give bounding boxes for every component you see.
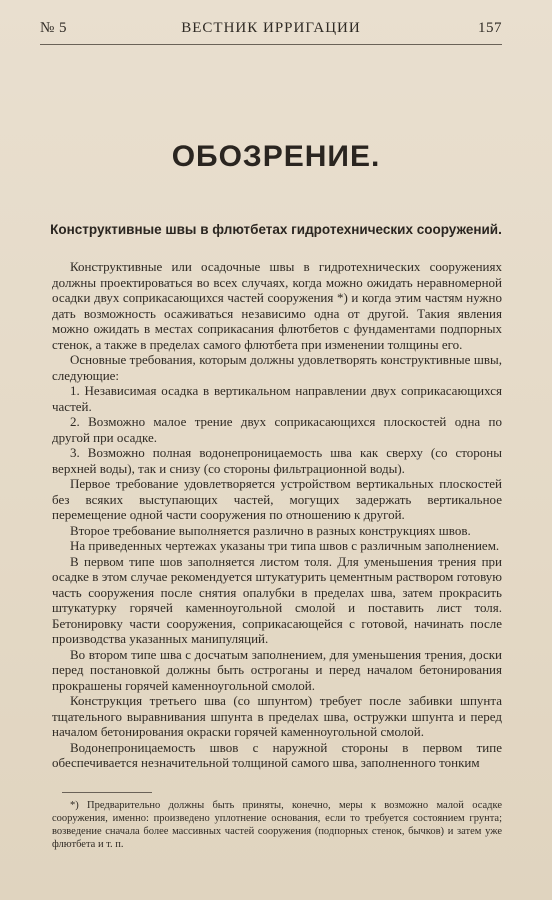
paragraph: Во втором типе шва с досчатым заполнением, для уменьшения трения, доски перед постановкой должны быть остроганы и перед началом бетонирования прокрашены горячей каменноугольной смолой.: [52, 646, 502, 693]
paragraph: В первом типе шов заполняется листом толя. Для уменьшения трения при осадке в этом случае рекомендуется штукатурить цементным раствором готовую часть сооружения после снятия опалубки в пределах шва, затем прокрасить штукатурку горячей каменноугольной смолой и поставить лист толя. Бетонировку части сооружения, соприкасающейся с готовой, начинать после производства указанных манипуляций.: [52, 553, 502, 646]
issue-number: № 5: [40, 20, 68, 36]
footnote-text: *) Предварительно должны быть приняты, конечно, меры к возможно малой осадке сооружения, именно: произведено уплотнение основания, если то требуется состоянием грунта; возведение сначала более массивных частей сооружения (подпорных стенок, бычков) и затем уже флютбета и т. п.: [52, 800, 502, 850]
paragraph: Конструктивные или осадочные швы в гидротехнических сооружениях должны проектироваться во всех случаях, когда можно ожидать неравномерной осадки двух соприкасающихся частей сооружения *) и когда этим частям нужно дать возможность осаживаться независимо одна от другой. Такия явления можно ожидать в местах соприкасания флютбетов с фундаментами подпорных стенок, а также в пределах самого флютбета при изменении толщины его.: [52, 259, 502, 352]
paragraph: На приведенных чертежах указаны три типа швов с различным заполнением.: [70, 538, 500, 553]
page-number: 157: [478, 20, 502, 36]
header-rule: [40, 44, 502, 45]
journal-title: ВЕСТНИК ИРРИГАЦИИ: [181, 20, 361, 36]
paragraph: Конструкция третьего шва (со шпунтом) требует после забивки шпунта тщательного выравнивания шпунта в пределах шва, остружки шпунта и перед началом бетонирования окраски горячей каменноугольной смолой.: [52, 693, 502, 739]
article-body: [52, 259, 502, 771]
article-title: Конструктивные швы в флютбетах гидротехнических сооружений.: [50, 222, 502, 237]
footnote: [52, 799, 502, 851]
running-header: [40, 20, 502, 42]
paragraph: Второе требование выполняется различно в разных конструкциях швов.: [70, 522, 471, 538]
footnote-rule: [62, 792, 152, 793]
paragraph: Первое требование удовлетворяется устройством вертикальных плоскостей без всяких выступающих частей, могущих задержать вертикальное перемещение одной части сооружения по отношению к другой.: [52, 476, 502, 522]
paragraph: 3. Возможно полная водонепроницаемость шва как сверху (со стороны верхней воды), так и снизу (со стороны фильтрационной воды).: [52, 445, 502, 476]
paragraph: 2. Возможно малое трение двух соприкасающихся плоскостей одна по другой при осадке.: [52, 414, 502, 445]
section-title: ОБОЗРЕНИЕ.: [171, 140, 381, 173]
paragraph: Основные требования, которым должны удовлетворять конструктивные швы, следующие:: [52, 352, 502, 383]
paragraph: Водонепроницаемость швов с наружной стороны в первом типе обеспечивается незначительной толщиной самого шва, заполненного тонким: [52, 739, 502, 770]
paragraph: 1. Независимая осадка в вертикальном направлении двух соприкасающихся частей.: [52, 383, 502, 414]
